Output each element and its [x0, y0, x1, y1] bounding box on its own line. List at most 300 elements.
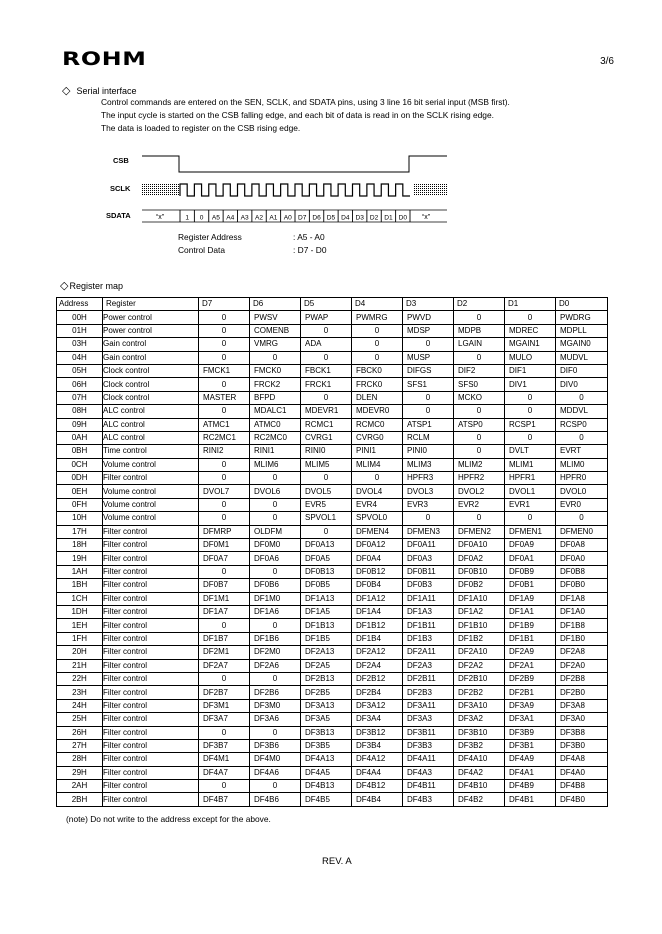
register-name-cell: Filter control [103, 766, 199, 779]
register-name-cell: Volume control [103, 458, 199, 471]
column-header: Register [103, 298, 199, 311]
register-bit-cell: DF0A11 [403, 539, 454, 552]
register-bit-cell: VMRG [250, 338, 301, 351]
register-bit-cell: OLDFM [250, 525, 301, 538]
register-bit-cell: DF2B11 [403, 672, 454, 685]
page-number: 3/6 [600, 56, 614, 67]
register-bit-cell: EVR2 [454, 498, 505, 511]
sclk-hatch-end [414, 183, 447, 196]
column-header: D7 [199, 298, 250, 311]
register-bit-cell: 0 [250, 726, 301, 739]
register-bit-cell: 0 [199, 351, 250, 364]
column-header: D1 [505, 298, 556, 311]
register-bit-cell: 0 [352, 338, 403, 351]
register-bit-cell: 0 [199, 619, 250, 632]
register-address-cell: 0CH [57, 458, 103, 471]
register-address-cell: 28H [57, 753, 103, 766]
register-address-cell: 27H [57, 739, 103, 752]
register-bit-cell: DF4A12 [352, 753, 403, 766]
register-name-cell: Volume control [103, 498, 199, 511]
register-bit-cell: 0 [199, 726, 250, 739]
register-bit-cell: DF2B6 [250, 686, 301, 699]
register-bit-cell: DF3A1 [505, 713, 556, 726]
register-bit-cell: DF2B3 [403, 686, 454, 699]
register-bit-cell: DF3B10 [454, 726, 505, 739]
register-bit-cell: DF2A7 [199, 659, 250, 672]
register-bit-cell: DF1A4 [352, 605, 403, 618]
register-address-cell: 1EH [57, 619, 103, 632]
register-bit-cell: DF2M0 [250, 646, 301, 659]
table-row [57, 686, 608, 699]
register-bit-cell: DF4M0 [250, 753, 301, 766]
register-bit-cell: HPFR2 [454, 472, 505, 485]
register-name-cell: Filter control [103, 753, 199, 766]
register-bit-cell: DF1M1 [199, 592, 250, 605]
register-bit-cell: MLIM0 [556, 458, 608, 471]
table-row [57, 498, 608, 511]
register-address-cell: 1AH [57, 565, 103, 578]
register-bit-cell: DF0A5 [301, 552, 352, 565]
register-bit-cell: DF0B9 [505, 565, 556, 578]
legend-register-address [178, 232, 325, 242]
serial-timing-diagram [100, 150, 460, 260]
register-bit-cell: DF3B13 [301, 726, 352, 739]
register-bit-cell: DVOL3 [403, 485, 454, 498]
register-bit-cell: DF1A7 [199, 605, 250, 618]
register-bit-cell: DF0B2 [454, 579, 505, 592]
register-address-cell: 00H [57, 311, 103, 324]
register-bit-cell: 0 [556, 512, 608, 525]
register-bit-cell: DF4B13 [301, 780, 352, 793]
register-bit-cell: MUSP [403, 351, 454, 364]
register-bit-cell: DF2A13 [301, 646, 352, 659]
register-bit-cell: 0 [505, 431, 556, 444]
register-bit-cell: RCSP0 [556, 418, 608, 431]
register-address-cell: 1DH [57, 605, 103, 618]
register-bit-cell: MUDVL [556, 351, 608, 364]
register-bit-cell: DVOL6 [250, 485, 301, 498]
register-name-cell: Filter control [103, 525, 199, 538]
register-bit-cell: DF0A1 [505, 552, 556, 565]
register-bit-cell: 0 [250, 351, 301, 364]
register-address-cell: 0AH [57, 431, 103, 444]
register-bit-cell: DF2A10 [454, 646, 505, 659]
register-bit-cell: DF2B7 [199, 686, 250, 699]
register-bit-cell: DF3A11 [403, 699, 454, 712]
register-name-cell: Filter control [103, 659, 199, 672]
register-bit-cell: DF2A4 [352, 659, 403, 672]
table-row [57, 364, 608, 377]
sdata-bit-label: D0 [398, 214, 408, 222]
register-bit-cell: RCLM [403, 431, 454, 444]
register-bit-cell: MLIM2 [454, 458, 505, 471]
register-bit-cell: DF1B3 [403, 632, 454, 645]
sdata-dontcare-end: “x” [421, 214, 431, 221]
register-name-cell: Filter control [103, 472, 199, 485]
register-bit-cell: DF1A10 [454, 592, 505, 605]
sdata-bit-label: D4 [341, 214, 350, 222]
sdata-label: SDATA [106, 211, 131, 220]
register-bit-cell: DF0B0 [556, 579, 608, 592]
register-bit-cell: DF2A11 [403, 646, 454, 659]
register-bit-cell: DF1A13 [301, 592, 352, 605]
register-bit-cell: 0 [301, 472, 352, 485]
register-bit-cell: 0 [403, 512, 454, 525]
register-bit-cell: SPVOL0 [352, 512, 403, 525]
table-row [57, 338, 608, 351]
register-bit-cell: 0 [505, 512, 556, 525]
table-row [57, 378, 608, 391]
register-bit-cell: DF4B1 [505, 793, 556, 806]
register-bit-cell: DF3M0 [250, 699, 301, 712]
register-map-heading [60, 279, 123, 292]
register-bit-cell: DIF0 [556, 364, 608, 377]
register-bit-cell: RINI2 [199, 445, 250, 458]
register-bit-cell: DF1A11 [403, 592, 454, 605]
register-name-cell: Filter control [103, 726, 199, 739]
register-bit-cell: DF2A12 [352, 646, 403, 659]
sdata-bit-cells [180, 210, 410, 222]
register-bit-cell: ATSP1 [403, 418, 454, 431]
register-bit-cell: 0 [352, 472, 403, 485]
register-bit-cell: DF3A6 [250, 713, 301, 726]
register-bit-cell: HPFR1 [505, 472, 556, 485]
column-header: Address [57, 298, 103, 311]
register-bit-cell: DF2A0 [556, 659, 608, 672]
register-bit-cell: 0 [199, 565, 250, 578]
register-bit-cell: DF4B4 [352, 793, 403, 806]
register-bit-cell: DF2B0 [556, 686, 608, 699]
register-bit-cell: DF4B8 [556, 780, 608, 793]
register-bit-cell: 0 [199, 472, 250, 485]
register-name-cell: Filter control [103, 713, 199, 726]
register-bit-cell: PWMRG [352, 311, 403, 324]
register-address-cell: 0FH [57, 498, 103, 511]
register-bit-cell: DF1A12 [352, 592, 403, 605]
register-bit-cell: 0 [454, 445, 505, 458]
table-row [57, 579, 608, 592]
table-row [57, 525, 608, 538]
register-bit-cell: DLEN [352, 391, 403, 404]
register-bit-cell: HPFR3 [403, 472, 454, 485]
register-address-cell: 25H [57, 713, 103, 726]
register-bit-cell: MLIM1 [505, 458, 556, 471]
register-bit-cell: DF4A8 [556, 753, 608, 766]
register-bit-cell: 0 [352, 324, 403, 337]
table-row [57, 632, 608, 645]
register-bit-cell: PWVD [403, 311, 454, 324]
register-bit-cell: DF2B8 [556, 672, 608, 685]
register-bit-cell: DF3B1 [505, 739, 556, 752]
sclk-hatch-start [142, 183, 179, 196]
sdata-bit-label: D7 [297, 214, 307, 222]
register-bit-cell: DF3B2 [454, 739, 505, 752]
register-bit-cell: 0 [199, 672, 250, 685]
register-bit-cell: DF0A8 [556, 539, 608, 552]
register-bit-cell: MASTER [199, 391, 250, 404]
register-bit-cell: DF2B10 [454, 672, 505, 685]
register-bit-cell: DIF1 [505, 364, 556, 377]
register-bit-cell: 0 [199, 405, 250, 418]
register-bit-cell: DF0A3 [403, 552, 454, 565]
register-bit-cell: DF2A6 [250, 659, 301, 672]
serial-interface-description [101, 96, 621, 135]
table-row [57, 713, 608, 726]
register-name-cell: Filter control [103, 632, 199, 645]
register-bit-cell: DF2A8 [556, 646, 608, 659]
table-row [57, 726, 608, 739]
register-name-cell: Filter control [103, 793, 199, 806]
diamond-icon: ◇ [62, 85, 71, 97]
register-bit-cell: DF0A7 [199, 552, 250, 565]
register-bit-cell: MDEVR0 [352, 405, 403, 418]
register-bit-cell: ATMC1 [199, 418, 250, 431]
register-bit-cell: DF1B4 [352, 632, 403, 645]
csb-waveform [142, 156, 447, 172]
register-bit-cell: DIFGS [403, 364, 454, 377]
register-bit-cell: EVR5 [301, 498, 352, 511]
register-bit-cell: 0 [454, 431, 505, 444]
register-bit-cell: DF0A10 [454, 539, 505, 552]
register-bit-cell: DF4A7 [199, 766, 250, 779]
register-address-cell: 29H [57, 766, 103, 779]
register-bit-cell: FRCK1 [301, 378, 352, 391]
register-bit-cell: DF3B3 [403, 739, 454, 752]
register-bit-cell: DIF2 [454, 364, 505, 377]
register-bit-cell: DF4A11 [403, 753, 454, 766]
register-address-cell: 0BH [57, 445, 103, 458]
table-row [57, 405, 608, 418]
register-bit-cell: SFS0 [454, 378, 505, 391]
register-bit-cell: DF4B0 [556, 793, 608, 806]
register-bit-cell: DF4A10 [454, 753, 505, 766]
register-name-cell: Filter control [103, 579, 199, 592]
register-map-table [56, 297, 608, 807]
register-bit-cell: DF0A4 [352, 552, 403, 565]
register-bit-cell: DF3A10 [454, 699, 505, 712]
register-bit-cell: DF1B0 [556, 632, 608, 645]
register-bit-cell: 0 [250, 672, 301, 685]
register-name-cell: Filter control [103, 619, 199, 632]
register-bit-cell: DF1A3 [403, 605, 454, 618]
register-bit-cell: FBCK0 [352, 364, 403, 377]
register-bit-cell: 0 [199, 378, 250, 391]
register-address-cell: 03H [57, 338, 103, 351]
table-row [57, 458, 608, 471]
register-bit-cell: PWAP [301, 311, 352, 324]
register-bit-cell: 0 [403, 405, 454, 418]
register-bit-cell: RCMC0 [352, 418, 403, 431]
register-bit-cell: DFMEN2 [454, 525, 505, 538]
register-bit-cell: DF3B0 [556, 739, 608, 752]
sdata-bit-label: A2 [255, 214, 264, 222]
table-row [57, 539, 608, 552]
register-bit-cell: 0 [199, 311, 250, 324]
sdata-bit-label: D2 [369, 214, 379, 222]
register-bit-cell: 0 [199, 498, 250, 511]
register-bit-cell: DFMRP [199, 525, 250, 538]
table-row [57, 565, 608, 578]
register-bit-cell: 0 [301, 525, 352, 538]
register-bit-cell: RCMC1 [301, 418, 352, 431]
register-bit-cell: 0 [505, 311, 556, 324]
register-name-cell: Filter control [103, 672, 199, 685]
register-address-cell: 18H [57, 539, 103, 552]
register-name-cell: Time control [103, 445, 199, 458]
register-bit-cell: DF1B1 [505, 632, 556, 645]
revision-label: REV. A [322, 856, 352, 867]
register-name-cell: Filter control [103, 780, 199, 793]
register-bit-cell: DF3B5 [301, 739, 352, 752]
register-bit-cell: DF4B9 [505, 780, 556, 793]
register-bit-cell: 0 [556, 431, 608, 444]
register-bit-cell: EVRT [556, 445, 608, 458]
register-bit-cell: ATSP0 [454, 418, 505, 431]
register-bit-cell: DF2M1 [199, 646, 250, 659]
register-bit-cell: MLIM4 [352, 458, 403, 471]
register-bit-cell: DF0B8 [556, 565, 608, 578]
register-address-cell: 1BH [57, 579, 103, 592]
register-bit-cell: FRCK0 [352, 378, 403, 391]
register-bit-cell: DF0A0 [556, 552, 608, 565]
register-bit-cell: DF3B12 [352, 726, 403, 739]
register-bit-cell: 0 [250, 512, 301, 525]
register-address-cell: 23H [57, 686, 103, 699]
register-bit-cell: DF2B9 [505, 672, 556, 685]
table-row [57, 324, 608, 337]
register-bit-cell: RCSP1 [505, 418, 556, 431]
table-header-row [57, 298, 608, 311]
register-bit-cell: DF0A6 [250, 552, 301, 565]
register-bit-cell: DF4A5 [301, 766, 352, 779]
register-bit-cell: ADA [301, 338, 352, 351]
register-bit-cell: DF1B13 [301, 619, 352, 632]
register-address-cell: 24H [57, 699, 103, 712]
register-bit-cell: MDSP [403, 324, 454, 337]
register-bit-cell: DF4B12 [352, 780, 403, 793]
register-bit-cell: DF1B9 [505, 619, 556, 632]
register-bit-cell: DF4B11 [403, 780, 454, 793]
register-bit-cell: 0 [505, 391, 556, 404]
table-row [57, 780, 608, 793]
desc-line-1: Control commands are entered on the SEN, SCLK, and SDATA pins, using 3 line 16 bit serial input (MSB first). [101, 97, 510, 107]
register-bit-cell: DF2B13 [301, 672, 352, 685]
register-name-cell: Volume control [103, 512, 199, 525]
register-bit-cell: DF0B13 [301, 565, 352, 578]
register-name-cell: Gain control [103, 351, 199, 364]
register-bit-cell: DF3A3 [403, 713, 454, 726]
register-bit-cell: 0 [199, 324, 250, 337]
register-bit-cell: DF4A3 [403, 766, 454, 779]
register-bit-cell: DF2B5 [301, 686, 352, 699]
register-bit-cell: MCKO [454, 391, 505, 404]
register-bit-cell: DF1B8 [556, 619, 608, 632]
register-bit-cell: DFMEN4 [352, 525, 403, 538]
register-bit-cell: DF3A0 [556, 713, 608, 726]
table-row [57, 552, 608, 565]
register-bit-cell: 0 [250, 619, 301, 632]
sdata-bit-label: D5 [326, 214, 336, 222]
register-bit-cell: MLIM5 [301, 458, 352, 471]
register-bit-cell: DF3A8 [556, 699, 608, 712]
register-bit-cell: 0 [505, 405, 556, 418]
table-body [57, 311, 608, 806]
sclk-label: SCLK [110, 184, 131, 193]
register-bit-cell: DF1B10 [454, 619, 505, 632]
register-bit-cell: DF4A6 [250, 766, 301, 779]
legend-value: : A5 - A0 [293, 232, 325, 242]
sdata-bit-label: A5 [211, 214, 220, 222]
register-bit-cell: DF4A2 [454, 766, 505, 779]
table-row [57, 512, 608, 525]
register-bit-cell: DF1A5 [301, 605, 352, 618]
register-bit-cell: DVOL7 [199, 485, 250, 498]
register-bit-cell: DF4A13 [301, 753, 352, 766]
register-address-cell: 20H [57, 646, 103, 659]
register-bit-cell: MGAIN0 [556, 338, 608, 351]
register-bit-cell: DF0B1 [505, 579, 556, 592]
register-bit-cell: DF4A1 [505, 766, 556, 779]
register-bit-cell: MDDVL [556, 405, 608, 418]
sdata-bit-label: D6 [312, 214, 321, 222]
register-bit-cell: DIV1 [505, 378, 556, 391]
register-bit-cell: EVR0 [556, 498, 608, 511]
register-name-cell: Filter control [103, 646, 199, 659]
sclk-waveform [180, 184, 410, 196]
table-row [57, 605, 608, 618]
sdata-bit-label: A1 [269, 214, 278, 222]
table-row [57, 766, 608, 779]
register-bit-cell: DF0B10 [454, 565, 505, 578]
register-bit-cell: DF1A0 [556, 605, 608, 618]
register-bit-cell: DF1B11 [403, 619, 454, 632]
register-bit-cell: LGAIN [454, 338, 505, 351]
register-bit-cell: DF0A13 [301, 539, 352, 552]
table-row [57, 659, 608, 672]
sdata-bit-label: D3 [355, 214, 364, 222]
register-bit-cell: DF2A5 [301, 659, 352, 672]
register-name-cell: Clock control [103, 391, 199, 404]
register-address-cell: 05H [57, 364, 103, 377]
register-address-cell: 0EH [57, 485, 103, 498]
register-bit-cell: DVOL0 [556, 485, 608, 498]
register-address-cell: 19H [57, 552, 103, 565]
register-bit-cell: FRCK2 [250, 378, 301, 391]
register-bit-cell: DF0M1 [199, 539, 250, 552]
register-bit-cell: 0 [250, 780, 301, 793]
register-bit-cell: DF3A4 [352, 713, 403, 726]
register-bit-cell: 0 [556, 391, 608, 404]
register-map-title: Register map [69, 281, 123, 291]
register-bit-cell: DFMEN3 [403, 525, 454, 538]
register-bit-cell: DF4B10 [454, 780, 505, 793]
register-bit-cell: 0 [199, 512, 250, 525]
register-name-cell: Filter control [103, 565, 199, 578]
register-name-cell: Gain control [103, 338, 199, 351]
column-header: D3 [403, 298, 454, 311]
table-row [57, 619, 608, 632]
register-bit-cell: DF1B12 [352, 619, 403, 632]
register-bit-cell: SPVOL1 [301, 512, 352, 525]
column-header: D6 [250, 298, 301, 311]
legend-label: Register Address [178, 232, 242, 242]
register-bit-cell: RC2MC0 [250, 431, 301, 444]
register-bit-cell: DF4B2 [454, 793, 505, 806]
register-bit-cell: 0 [403, 391, 454, 404]
sdata-bit-label: A0 [283, 214, 292, 222]
register-bit-cell: 0 [250, 472, 301, 485]
register-bit-cell: 0 [301, 324, 352, 337]
